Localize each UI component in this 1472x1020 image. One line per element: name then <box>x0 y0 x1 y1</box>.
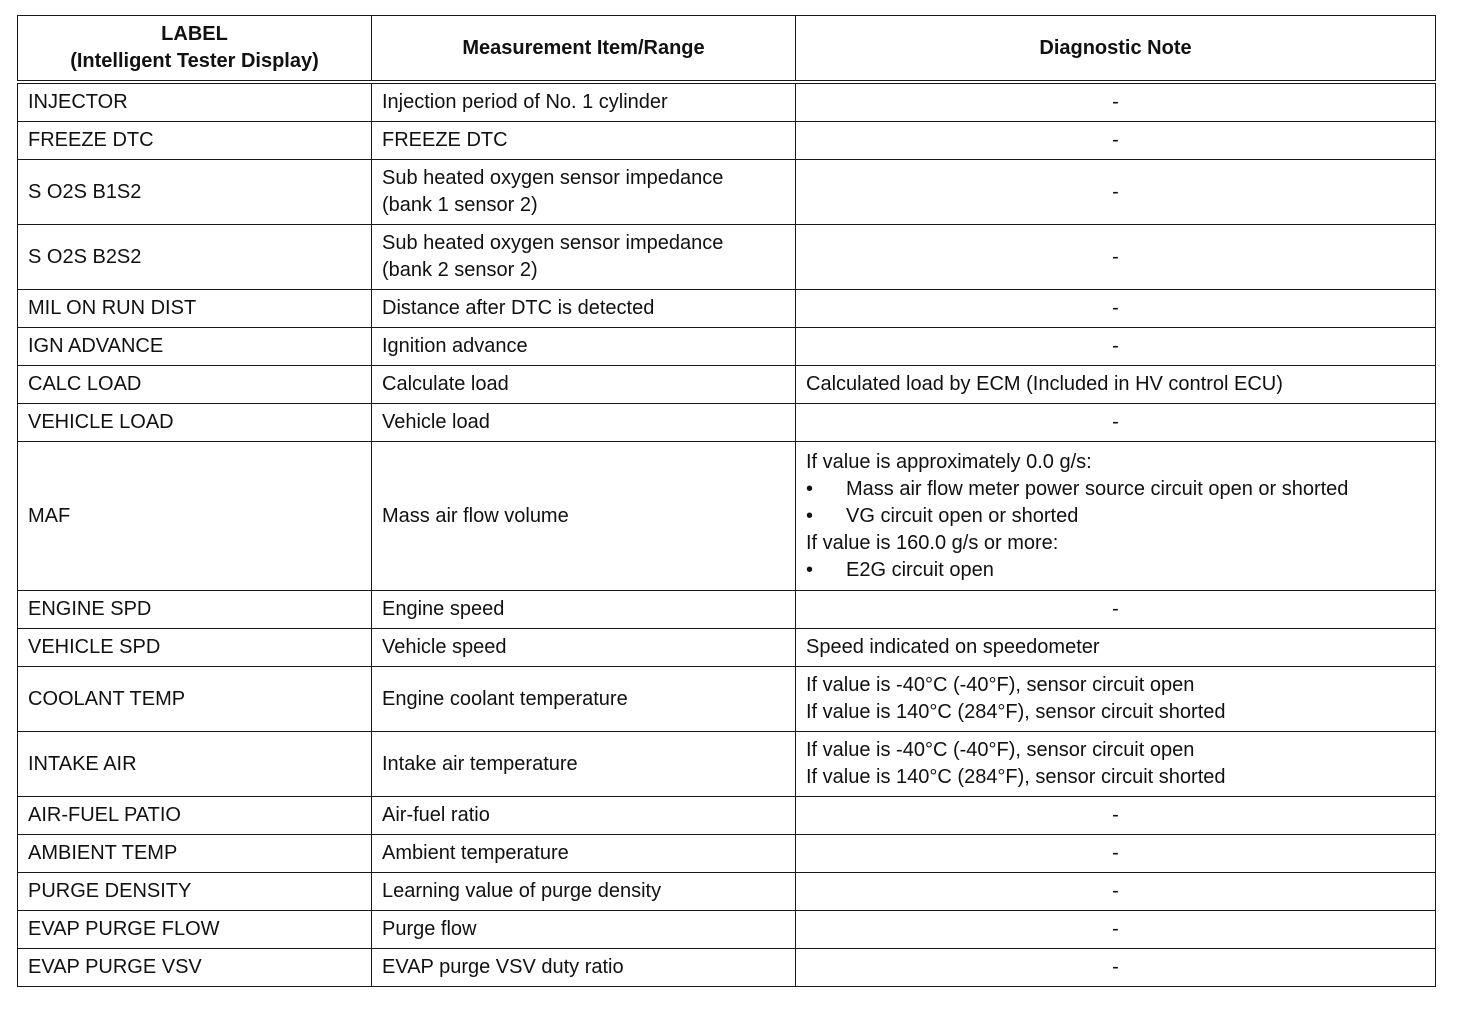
row-note: - <box>796 328 1436 366</box>
row-note: - <box>796 835 1436 873</box>
row-label: AMBIENT TEMP <box>18 835 372 873</box>
table-row <box>18 442 1436 591</box>
note-line: If value is -40°C (-40°F), sensor circuit open <box>806 739 1195 761</box>
note-line: If value is 140°C (284°F), sensor circuit shorted <box>806 766 1226 788</box>
row-label: INTAKE AIR <box>18 732 372 797</box>
note-bullet-text: E2G circuit open <box>846 558 994 581</box>
row-label: VEHICLE LOAD <box>18 404 372 442</box>
row-note: Speed indicated on speedometer <box>796 629 1436 667</box>
table-row <box>18 290 1436 328</box>
row-item-line: Sub heated oxygen sensor impedance <box>382 232 724 254</box>
row-note: - <box>796 122 1436 160</box>
row-item: EVAP purge VSV duty ratio <box>372 949 796 987</box>
row-note <box>796 667 1436 732</box>
row-note: - <box>796 949 1436 987</box>
row-label: EVAP PURGE VSV <box>18 949 372 987</box>
header-row <box>18 16 1436 83</box>
row-item: Injection period of No. 1 cylinder <box>372 82 796 122</box>
header-label-line1: LABEL <box>161 23 228 45</box>
row-label: MAF <box>18 442 372 591</box>
table-row <box>18 949 1436 987</box>
row-note <box>796 442 1436 591</box>
table-row <box>18 225 1436 290</box>
table-row <box>18 873 1436 911</box>
row-label: FREEZE DTC <box>18 122 372 160</box>
row-label: COOLANT TEMP <box>18 667 372 732</box>
header-measurement-item: Measurement Item/Range <box>372 16 796 83</box>
bullet-icon: • <box>806 504 814 527</box>
table-row <box>18 328 1436 366</box>
note-line: If value is 140°C (284°F), sensor circuit shorted <box>806 701 1226 723</box>
row-label: VEHICLE SPD <box>18 629 372 667</box>
table-row <box>18 835 1436 873</box>
row-item: Ignition advance <box>372 328 796 366</box>
table-row <box>18 160 1436 225</box>
row-note: - <box>796 404 1436 442</box>
row-label: INJECTOR <box>18 82 372 122</box>
row-label: AIR-FUEL PATIO <box>18 797 372 835</box>
row-item: Engine speed <box>372 591 796 629</box>
row-label: PURGE DENSITY <box>18 873 372 911</box>
header-label <box>18 16 372 83</box>
header-label-line2: (Intelligent Tester Display) <box>70 50 319 72</box>
row-note: - <box>796 797 1436 835</box>
row-note: - <box>796 160 1436 225</box>
row-note: - <box>796 873 1436 911</box>
note-bullet-text: VG circuit open or shorted <box>846 504 1079 527</box>
row-label: CALC LOAD <box>18 366 372 404</box>
row-label: IGN ADVANCE <box>18 328 372 366</box>
row-item: Vehicle speed <box>372 629 796 667</box>
row-note: - <box>796 225 1436 290</box>
row-item-line: (bank 1 sensor 2) <box>382 194 538 216</box>
row-item: Intake air temperature <box>372 732 796 797</box>
row-item-line: (bank 2 sensor 2) <box>382 259 538 281</box>
row-note: - <box>796 82 1436 122</box>
row-item: Vehicle load <box>372 404 796 442</box>
table-row <box>18 591 1436 629</box>
row-item: Air-fuel ratio <box>372 797 796 835</box>
row-note: - <box>796 290 1436 328</box>
diagnostic-data-list <box>17 15 1435 987</box>
row-note: - <box>796 591 1436 629</box>
row-item: Learning value of purge density <box>372 873 796 911</box>
row-item: Purge flow <box>372 911 796 949</box>
row-item <box>372 160 796 225</box>
table-row <box>18 667 1436 732</box>
note-line: If value is -40°C (-40°F), sensor circuit open <box>806 674 1195 696</box>
row-item <box>372 225 796 290</box>
row-note: Calculated load by ECM (Included in HV control ECU) <box>796 366 1436 404</box>
row-label: MIL ON RUN DIST <box>18 290 372 328</box>
header-diagnostic-note: Diagnostic Note <box>796 16 1436 83</box>
table-row <box>18 404 1436 442</box>
table-row <box>18 732 1436 797</box>
row-label: ENGINE SPD <box>18 591 372 629</box>
row-label: S O2S B1S2 <box>18 160 372 225</box>
row-item: Ambient temperature <box>372 835 796 873</box>
row-item: Distance after DTC is detected <box>372 290 796 328</box>
bullet-icon: • <box>806 477 814 500</box>
note-bullet-item <box>806 503 1425 530</box>
row-label: EVAP PURGE FLOW <box>18 911 372 949</box>
note-line: If value is approximately 0.0 g/s: <box>806 450 1092 473</box>
row-item: Mass air flow volume <box>372 442 796 591</box>
data-list-table <box>17 15 1436 987</box>
row-label: S O2S B2S2 <box>18 225 372 290</box>
note-bullet-item <box>806 557 1425 584</box>
table-row <box>18 911 1436 949</box>
bullet-icon: • <box>806 558 814 581</box>
note-bullet-item <box>806 476 1425 503</box>
table-row <box>18 629 1436 667</box>
table-row <box>18 797 1436 835</box>
row-note: - <box>796 911 1436 949</box>
table-row <box>18 82 1436 122</box>
table-row <box>18 366 1436 404</box>
row-item: FREEZE DTC <box>372 122 796 160</box>
row-item: Calculate load <box>372 366 796 404</box>
row-item: Engine coolant temperature <box>372 667 796 732</box>
note-bullet-text: Mass air flow meter power source circuit open or shorted <box>846 477 1349 500</box>
note-line: If value is 160.0 g/s or more: <box>806 531 1059 554</box>
table-row <box>18 122 1436 160</box>
row-note <box>796 732 1436 797</box>
row-item-line: Sub heated oxygen sensor impedance <box>382 167 724 189</box>
